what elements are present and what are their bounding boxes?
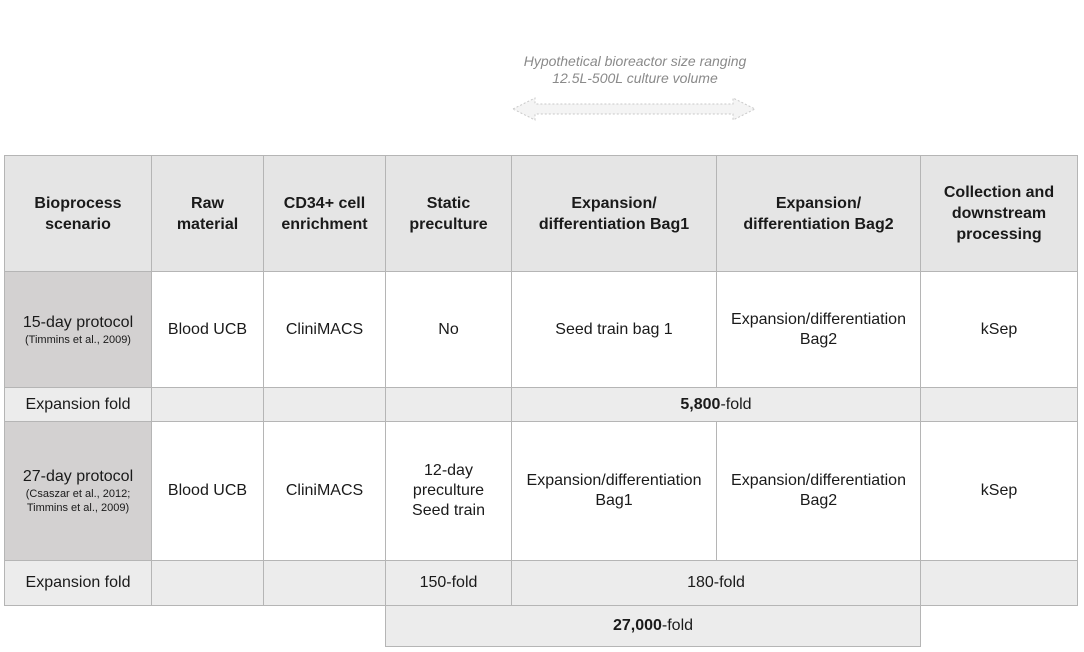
- row27-raw-material: Blood UCB: [151, 421, 264, 561]
- scenario-15-day: [4, 271, 152, 388]
- row15-raw-material: Blood UCB: [151, 271, 264, 388]
- header-static-preculture: Static preculture: [385, 155, 512, 272]
- fold15-enrich-empty: [263, 387, 386, 422]
- row15-collection: kSep: [920, 271, 1078, 388]
- header-collection-downstream: Collection and downstream processing: [920, 155, 1078, 272]
- scenario-27-day-reference-1: (Csaszar et al., 2012;: [25, 488, 131, 500]
- fold27-raw-empty: [151, 560, 264, 606]
- fold27-static-value: 150-fold: [385, 560, 512, 606]
- row27-static-preculture: 12-day preculture Seed train: [385, 421, 512, 561]
- scenario-15-day-reference: (Timmins et al., 2009): [25, 333, 131, 346]
- header-raw-material: Raw material: [151, 155, 264, 272]
- fold27-label: Expansion fold: [4, 560, 152, 606]
- header-bag2: Expansion/ differentiation Bag2: [716, 155, 921, 272]
- scenario-27-day-reference-2: Timmins et al., 2009): [26, 502, 130, 514]
- fold27-collect-empty: [920, 560, 1078, 606]
- fold15-value: 5,800-fold: [511, 387, 921, 422]
- total27-fold: 27,000-fold: [385, 605, 921, 647]
- row27-collection: kSep: [920, 421, 1078, 561]
- header-bioprocess-scenario: Bioprocess scenario: [4, 155, 152, 272]
- scenario-27-day-title: 27-day protocol: [22, 468, 134, 485]
- row27-bag1: Expansion/differentiation Bag1: [511, 421, 717, 561]
- fold15-raw-empty: [151, 387, 264, 422]
- row15-enrichment: CliniMACS: [263, 271, 386, 388]
- scenario-27-day: [4, 421, 152, 561]
- fold15-static-empty: [385, 387, 512, 422]
- bioreactor-note-line1: Hypothetical bioreactor size ranging: [523, 53, 747, 69]
- row15-static-preculture: No: [385, 271, 512, 388]
- bioreactor-note-line2: 12.5L-500L culture volume: [552, 70, 718, 86]
- fold27-enrich-empty: [263, 560, 386, 606]
- fold27-bags-value: 180-fold: [511, 560, 921, 606]
- scenario-15-day-title: 15-day protocol: [22, 313, 134, 331]
- header-cd34-enrichment: CD34+ cell enrichment: [263, 155, 386, 272]
- fold15-label: Expansion fold: [4, 387, 152, 422]
- bioreactor-size-note: [480, 53, 790, 87]
- row15-bag2: Expansion/differentiation Bag2: [716, 271, 921, 388]
- double-arrow-icon: [510, 96, 760, 122]
- header-bag1: Expansion/ differentiation Bag1: [511, 155, 717, 272]
- row27-enrichment: CliniMACS: [263, 421, 386, 561]
- row15-bag1: Seed train bag 1: [511, 271, 717, 388]
- fold15-collect-empty: [920, 387, 1078, 422]
- row27-bag2: Expansion/differentiation Bag2: [716, 421, 921, 561]
